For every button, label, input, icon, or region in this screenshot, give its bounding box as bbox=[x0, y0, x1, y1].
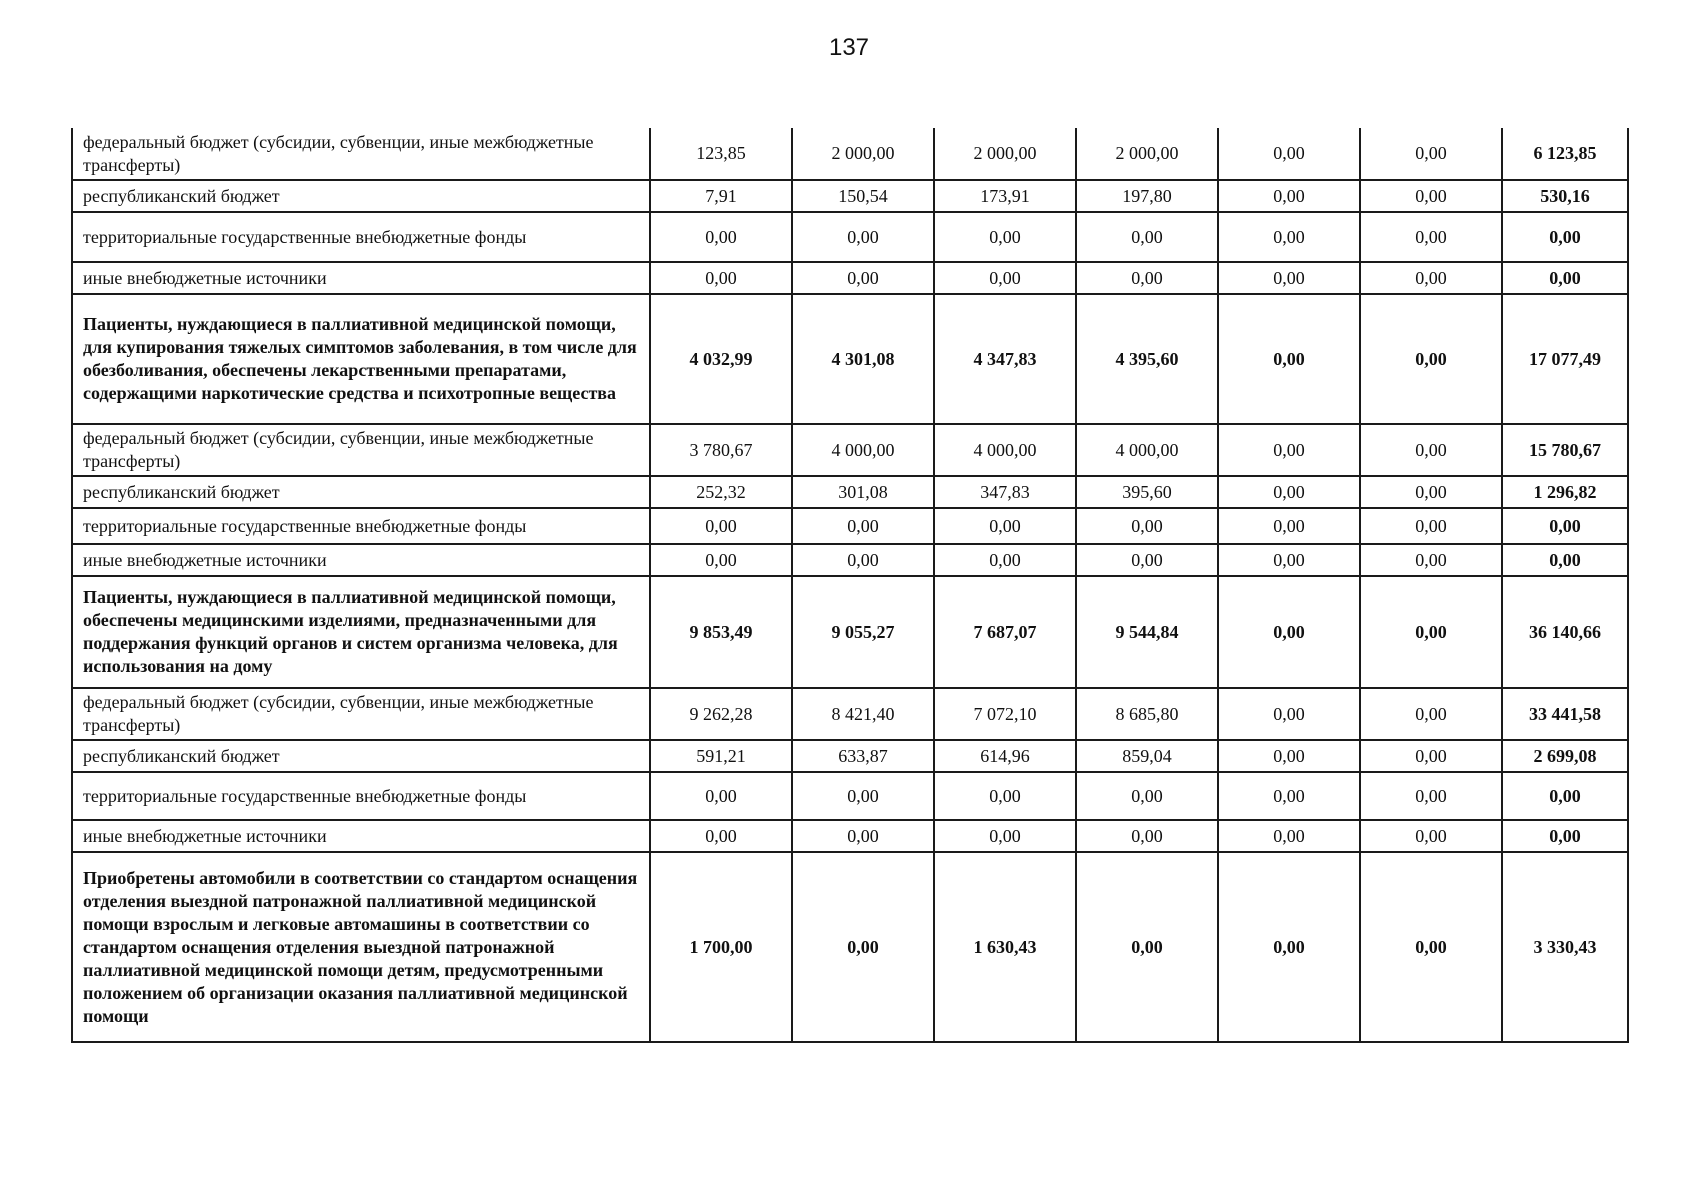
value-cell: 0,00 bbox=[1076, 212, 1218, 262]
budget-table bbox=[71, 128, 1629, 1043]
table-row-section bbox=[72, 576, 1628, 688]
table-row-section bbox=[72, 852, 1628, 1042]
value-cell: 0,00 bbox=[1076, 820, 1218, 852]
value-cell: 2 000,00 bbox=[1076, 128, 1218, 180]
table-row bbox=[72, 212, 1628, 262]
value-cell: 633,87 bbox=[792, 740, 934, 772]
total-cell: 2 699,08 bbox=[1502, 740, 1628, 772]
total-cell: 0,00 bbox=[1502, 508, 1628, 544]
value-cell: 0,00 bbox=[1218, 212, 1360, 262]
row-label: территориальные государственные внебюджетные фонды bbox=[72, 212, 650, 262]
table-row bbox=[72, 476, 1628, 508]
row-label: федеральный бюджет (субсидии, субвенции, иные межбюджетные трансферты) bbox=[72, 688, 650, 740]
value-cell: 0,00 bbox=[1218, 544, 1360, 576]
value-cell: 0,00 bbox=[1076, 508, 1218, 544]
value-cell: 0,00 bbox=[1218, 424, 1360, 476]
value-cell: 252,32 bbox=[650, 476, 792, 508]
value-cell: 0,00 bbox=[1076, 852, 1218, 1042]
value-cell: 0,00 bbox=[1076, 772, 1218, 820]
value-cell: 0,00 bbox=[1218, 576, 1360, 688]
value-cell: 591,21 bbox=[650, 740, 792, 772]
value-cell: 4 032,99 bbox=[650, 294, 792, 424]
table-body bbox=[72, 128, 1628, 1042]
value-cell: 0,00 bbox=[1360, 544, 1502, 576]
value-cell: 0,00 bbox=[1360, 212, 1502, 262]
value-cell: 4 000,00 bbox=[934, 424, 1076, 476]
value-cell: 7,91 bbox=[650, 180, 792, 212]
value-cell: 301,08 bbox=[792, 476, 934, 508]
value-cell: 1 700,00 bbox=[650, 852, 792, 1042]
value-cell: 0,00 bbox=[934, 772, 1076, 820]
value-cell: 4 301,08 bbox=[792, 294, 934, 424]
value-cell: 9 544,84 bbox=[1076, 576, 1218, 688]
value-cell: 0,00 bbox=[792, 820, 934, 852]
value-cell: 9 853,49 bbox=[650, 576, 792, 688]
row-label: Пациенты, нуждающиеся в паллиативной медицинской помощи, для купирования тяжелых симптомов заболевания, в том числе для обезболивания, обеспечены лекарственными препаратами, содержащими наркотические средства и психотропные вещества bbox=[72, 294, 650, 424]
value-cell: 0,00 bbox=[1360, 740, 1502, 772]
value-cell: 0,00 bbox=[1360, 294, 1502, 424]
value-cell: 0,00 bbox=[1360, 820, 1502, 852]
value-cell: 0,00 bbox=[1360, 476, 1502, 508]
value-cell: 0,00 bbox=[792, 262, 934, 294]
value-cell: 0,00 bbox=[1360, 852, 1502, 1042]
value-cell: 0,00 bbox=[1218, 772, 1360, 820]
value-cell: 0,00 bbox=[650, 508, 792, 544]
value-cell: 0,00 bbox=[1076, 544, 1218, 576]
value-cell: 0,00 bbox=[1218, 262, 1360, 294]
value-cell: 0,00 bbox=[1360, 508, 1502, 544]
value-cell: 0,00 bbox=[1218, 740, 1360, 772]
value-cell: 4 000,00 bbox=[1076, 424, 1218, 476]
value-cell: 0,00 bbox=[1218, 128, 1360, 180]
value-cell: 9 055,27 bbox=[792, 576, 934, 688]
table-row bbox=[72, 772, 1628, 820]
value-cell: 0,00 bbox=[934, 820, 1076, 852]
value-cell: 123,85 bbox=[650, 128, 792, 180]
value-cell: 0,00 bbox=[792, 212, 934, 262]
row-label: территориальные государственные внебюджетные фонды bbox=[72, 508, 650, 544]
value-cell: 4 395,60 bbox=[1076, 294, 1218, 424]
value-cell: 0,00 bbox=[792, 508, 934, 544]
table-row bbox=[72, 508, 1628, 544]
total-cell: 0,00 bbox=[1502, 544, 1628, 576]
total-cell: 0,00 bbox=[1502, 212, 1628, 262]
table-row bbox=[72, 180, 1628, 212]
value-cell: 0,00 bbox=[650, 262, 792, 294]
total-cell: 530,16 bbox=[1502, 180, 1628, 212]
value-cell: 0,00 bbox=[792, 544, 934, 576]
row-label: Приобретены автомобили в соответствии со стандартом оснащения отделения выездной патронажной паллиативной медицинской помощи взрослым и легковые автомашины в соответствии со стандартом оснащения отделения выездной патронажной паллиативной медицинской помощи детям, предусмотренными положением об организации оказания паллиативной медицинской помощи bbox=[72, 852, 650, 1042]
value-cell: 0,00 bbox=[1076, 262, 1218, 294]
value-cell: 0,00 bbox=[1218, 180, 1360, 212]
total-cell: 33 441,58 bbox=[1502, 688, 1628, 740]
value-cell: 4 000,00 bbox=[792, 424, 934, 476]
value-cell: 150,54 bbox=[792, 180, 934, 212]
row-label: иные внебюджетные источники bbox=[72, 544, 650, 576]
table-row bbox=[72, 740, 1628, 772]
value-cell: 614,96 bbox=[934, 740, 1076, 772]
row-label: республиканский бюджет bbox=[72, 476, 650, 508]
value-cell: 0,00 bbox=[1218, 508, 1360, 544]
value-cell: 173,91 bbox=[934, 180, 1076, 212]
value-cell: 0,00 bbox=[1218, 820, 1360, 852]
total-cell: 0,00 bbox=[1502, 820, 1628, 852]
value-cell: 2 000,00 bbox=[934, 128, 1076, 180]
table-row bbox=[72, 424, 1628, 476]
value-cell: 7 072,10 bbox=[934, 688, 1076, 740]
table-row bbox=[72, 262, 1628, 294]
total-cell: 6 123,85 bbox=[1502, 128, 1628, 180]
value-cell: 0,00 bbox=[650, 212, 792, 262]
row-label: республиканский бюджет bbox=[72, 740, 650, 772]
total-cell: 0,00 bbox=[1502, 262, 1628, 294]
value-cell: 0,00 bbox=[1360, 576, 1502, 688]
total-cell: 36 140,66 bbox=[1502, 576, 1628, 688]
total-cell: 1 296,82 bbox=[1502, 476, 1628, 508]
total-cell: 0,00 bbox=[1502, 772, 1628, 820]
value-cell: 395,60 bbox=[1076, 476, 1218, 508]
value-cell: 0,00 bbox=[650, 544, 792, 576]
value-cell: 0,00 bbox=[1360, 180, 1502, 212]
value-cell: 0,00 bbox=[1360, 688, 1502, 740]
table-row-section bbox=[72, 294, 1628, 424]
value-cell: 0,00 bbox=[934, 262, 1076, 294]
value-cell: 8 421,40 bbox=[792, 688, 934, 740]
row-label: территориальные государственные внебюджетные фонды bbox=[72, 772, 650, 820]
value-cell: 859,04 bbox=[1076, 740, 1218, 772]
table-row bbox=[72, 128, 1628, 180]
value-cell: 0,00 bbox=[650, 772, 792, 820]
value-cell: 4 347,83 bbox=[934, 294, 1076, 424]
table-row bbox=[72, 544, 1628, 576]
page-number: 137 bbox=[828, 34, 870, 61]
value-cell: 0,00 bbox=[1360, 128, 1502, 180]
value-cell: 0,00 bbox=[1218, 852, 1360, 1042]
total-cell: 3 330,43 bbox=[1502, 852, 1628, 1042]
row-label: федеральный бюджет (субсидии, субвенции, иные межбюджетные трансферты) bbox=[72, 424, 650, 476]
row-label: республиканский бюджет bbox=[72, 180, 650, 212]
budget-table-container bbox=[71, 128, 1627, 1043]
value-cell: 2 000,00 bbox=[792, 128, 934, 180]
value-cell: 0,00 bbox=[934, 508, 1076, 544]
value-cell: 0,00 bbox=[1360, 262, 1502, 294]
total-cell: 15 780,67 bbox=[1502, 424, 1628, 476]
value-cell: 8 685,80 bbox=[1076, 688, 1218, 740]
value-cell: 0,00 bbox=[792, 772, 934, 820]
value-cell: 0,00 bbox=[1218, 476, 1360, 508]
value-cell: 0,00 bbox=[650, 820, 792, 852]
value-cell: 197,80 bbox=[1076, 180, 1218, 212]
row-label: иные внебюджетные источники bbox=[72, 820, 650, 852]
value-cell: 0,00 bbox=[934, 212, 1076, 262]
value-cell: 0,00 bbox=[792, 852, 934, 1042]
value-cell: 9 262,28 bbox=[650, 688, 792, 740]
value-cell: 3 780,67 bbox=[650, 424, 792, 476]
row-label: федеральный бюджет (субсидии, субвенции, иные межбюджетные трансферты) bbox=[72, 128, 650, 180]
value-cell: 0,00 bbox=[1218, 294, 1360, 424]
row-label: Пациенты, нуждающиеся в паллиативной медицинской помощи, обеспечены медицинскими изделиями, предназначенными для поддержания функций органов и систем организма человека, для использования на дому bbox=[72, 576, 650, 688]
value-cell: 0,00 bbox=[1360, 772, 1502, 820]
value-cell: 347,83 bbox=[934, 476, 1076, 508]
table-row bbox=[72, 688, 1628, 740]
value-cell: 1 630,43 bbox=[934, 852, 1076, 1042]
row-label: иные внебюджетные источники bbox=[72, 262, 650, 294]
value-cell: 0,00 bbox=[934, 544, 1076, 576]
total-cell: 17 077,49 bbox=[1502, 294, 1628, 424]
value-cell: 0,00 bbox=[1218, 688, 1360, 740]
value-cell: 0,00 bbox=[1360, 424, 1502, 476]
table-row bbox=[72, 820, 1628, 852]
value-cell: 7 687,07 bbox=[934, 576, 1076, 688]
